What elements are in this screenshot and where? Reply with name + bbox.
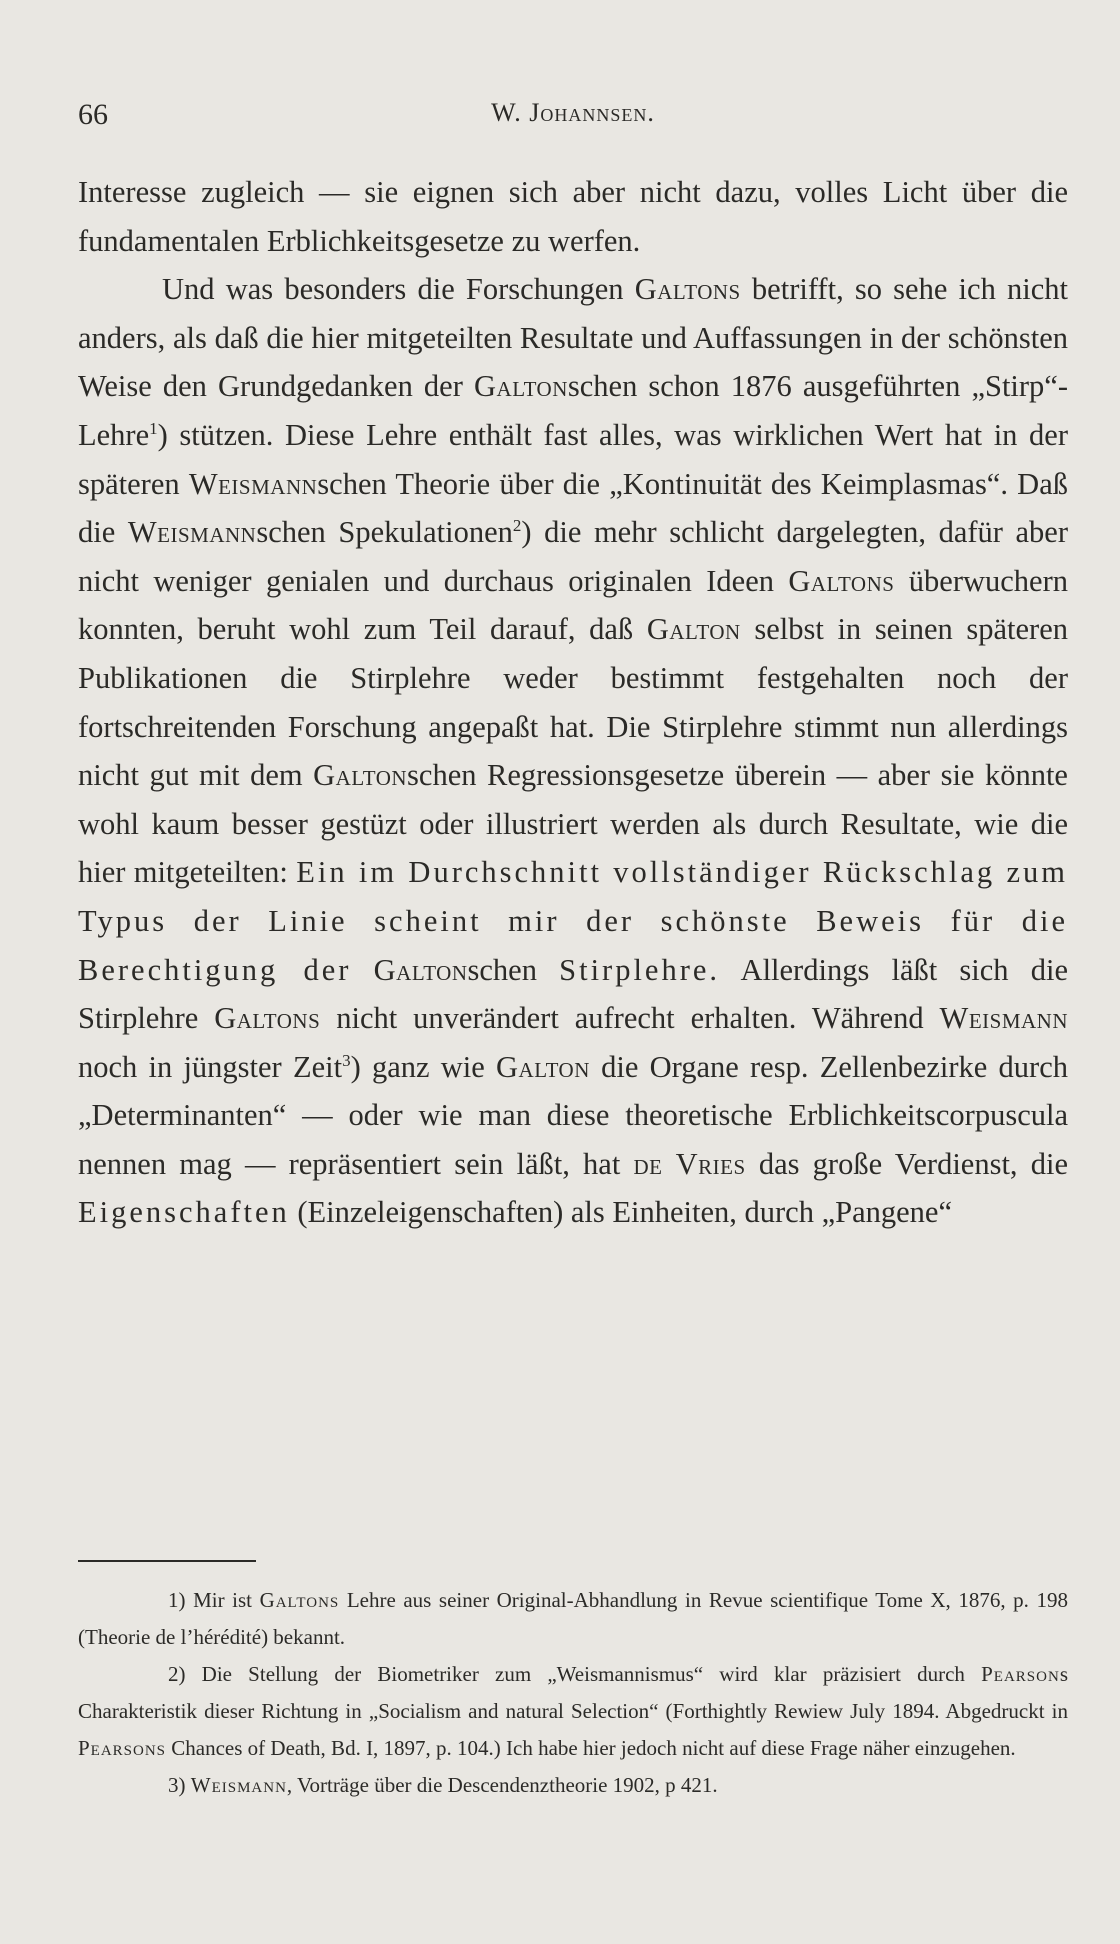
author-name: Weismann <box>939 1001 1068 1036</box>
author-name: Galton <box>646 612 741 647</box>
text-run: Chances of Death, Bd. I, 1897, p. 104.) Ich habe hier jedoch nicht auf diese Frage näher einzugehen. <box>166 1736 1016 1760</box>
text-run: das große Verdienst, die <box>745 1146 1068 1181</box>
text-run: schen Theorie über die „Kontinuität des Keimplasmas“. Daß die <box>78 466 1068 550</box>
author-name: Galton <box>496 1049 590 1084</box>
text-run: ) stützen. Diese Lehre enthält fast alles, was wirklichen Wert hat in der späteren <box>78 417 1068 501</box>
text-run: Lehre aus seiner Original-Abhandlung in Revue scientifique Tome X, 1876, p. 198 (Theorie de l’hérédité) bekannt. <box>78 1588 1068 1649</box>
text-run: Und was besonders die Forschungen <box>162 272 635 307</box>
text-run <box>351 953 373 987</box>
footnote-ref-3: 3 <box>342 1050 351 1070</box>
text-run: 3) <box>168 1773 191 1797</box>
author-name: de Vries <box>633 1146 746 1181</box>
text-run: die Organe resp. Zellenbezirke durch „Determinanten“ — oder wie man diese theoretische Erblichkeitscorpuscula nennen mag — repräsentiert sein läßt, hat <box>78 1049 1069 1181</box>
emphasized-text: Stirplehre. <box>559 952 721 987</box>
running-head: W. Johannsen. <box>491 98 655 127</box>
text-run: schen schon 1876 ausgeführten „Stirp“-Lehre <box>78 369 1068 452</box>
emphasized-text: Ein im Durchschnitt vollständiger Rückschlag zum Typus der Linie scheint mir der schönste Beweis für die Berechtigung der <box>78 855 1068 987</box>
text-run: überwuchern konnten, beruht wohl zum Teil darauf, daß <box>78 563 1068 647</box>
author-name: Weismann <box>190 1773 287 1797</box>
main-text <box>78 168 1068 1237</box>
author-name: Galtons <box>259 1588 340 1612</box>
author-name: Galtons <box>214 1001 321 1036</box>
page-header <box>78 98 1068 138</box>
author-name: Galton <box>313 758 408 793</box>
text-run: ) die mehr schlicht dargelegten, dafür aber nicht weniger genialen und durchaus originalen Ideen <box>78 515 1068 598</box>
paragraph-1: Interesse zugleich — sie eignen sich aber nicht dazu, volles Licht über die fundamentalen Erblichkeitsgesetze zu werfen. <box>78 175 1068 258</box>
paragraph-2 <box>78 265 1068 1237</box>
author-name: Galton <box>474 369 568 404</box>
footnote-ref-1: 1 <box>149 418 158 438</box>
footnote-ref-2: 2 <box>512 516 522 535</box>
text-run: Allerdings läßt sich die Stirplehre <box>78 952 1068 1036</box>
text-run: 1) Mir ist <box>168 1588 260 1612</box>
footnotes <box>78 1582 1068 1804</box>
author-name: Weismann <box>188 466 318 501</box>
author-name: Galtons <box>634 272 741 307</box>
footnote-divider <box>78 1560 256 1562</box>
emphasized-text: Eigenschaften <box>78 1195 290 1230</box>
text-run: ) ganz wie <box>350 1049 497 1084</box>
text-run: schen <box>467 952 560 987</box>
text-run: 2) Die Stellung der Biometriker zum „Weismannismus“ wird klar präzisiert durch <box>168 1662 982 1686</box>
text-run: (Einzeleigenschaften) als Einheiten, durch „Pangene“ <box>289 1195 952 1230</box>
footnote-3 <box>78 1767 1068 1804</box>
text-run: nicht unverändert aufrecht erhalten. Während <box>320 1001 940 1036</box>
footnote-2 <box>78 1656 1068 1767</box>
text-run: noch in jüngster Zeit <box>78 1049 343 1084</box>
text-run: schen Spekulationen <box>256 515 513 550</box>
text-run: selbst in seinen späteren Publikationen die Stirplehre weder bestimmt festgehalten noch der fortschreitenden Forschung angepaßt hat. Die Stirplehre stimmt nun allerdings nicht gut mit dem <box>78 612 1068 793</box>
author-name: Galtons <box>788 563 895 598</box>
footnote-1 <box>78 1582 1068 1656</box>
author-name: Pearsons <box>78 1736 167 1760</box>
text-run: schen Regressionsgesetze überein — aber sie könnte wohl kaum besser gestüzt oder illustriert werden als durch Resultate, wie die hier mitgeteilten: <box>78 758 1068 890</box>
text-run: s Charakteristik dieser Richtung in „Socialism and natural Selection“ (Forthightly Rewiew July 1894. Abgedruckt in <box>78 1662 1068 1723</box>
author-name: Weismann <box>127 515 257 550</box>
text-run: betrifft, so sehe ich nicht anders, als daß die hier mitgeteilten Resultate und Auffassungen in der schönsten Weise den Grundgedanken der <box>78 272 1068 404</box>
page-number: 66 <box>78 98 108 131</box>
author-name: Galton <box>373 952 468 987</box>
author-name: Pearson <box>981 1662 1060 1686</box>
text-run: , Vorträge über die Descendenztheorie 1902, p 421. <box>286 1773 718 1797</box>
